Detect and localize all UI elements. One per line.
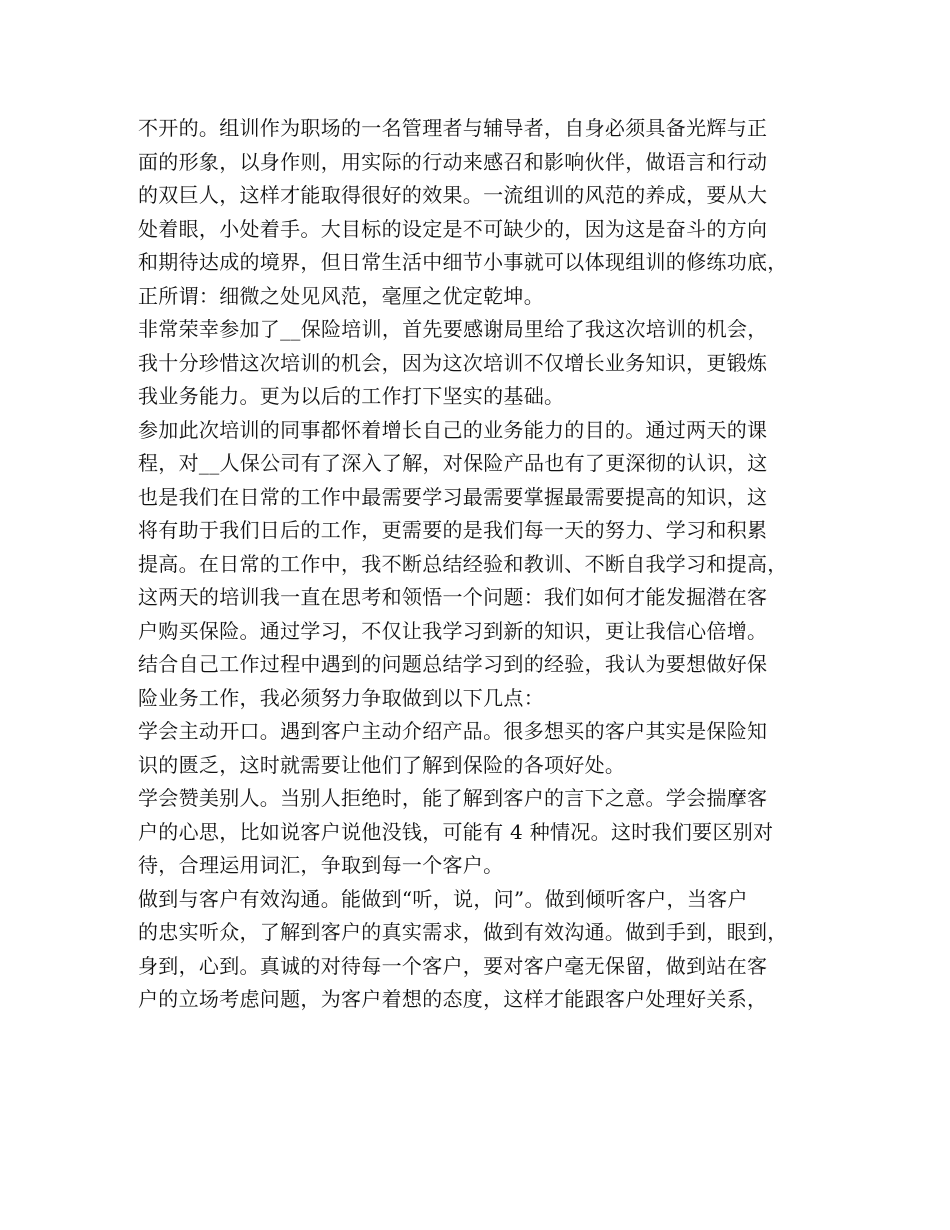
text-line: 学会主动开口。遇到客户主动介绍产品。很多想买的客户其实是保险知 — [138, 719, 768, 743]
text-line: 正所谓：细微之处见风范，毫厘之优定乾坤。 — [138, 283, 544, 308]
text-line: 户的立场考虑问题，为客户着想的态度，这样才能跟客户处理好关系， — [138, 987, 768, 1011]
text-line: 的忠实听众，了解到客户的真实需求，做到有效沟通。做到手到，眼到， — [138, 920, 788, 944]
text-line: 不开的。组训作为职场的一名管理者与辅导者，自身必须具备光辉与正 — [138, 116, 768, 140]
text-line: 我业务能力。更为以后的工作打下坚实的基础。 — [138, 384, 565, 408]
text-line: 面的形象，以身作则，用实际的行动来感召和影响伙伴，做语言和行动 — [138, 149, 768, 174]
text-line: 识的匮乏，这时就需要让他们了解到保险的各项好处。 — [138, 752, 626, 777]
text-line: 结合自己工作过程中遇到的问题总结学习到的经验，我认为要想做好保 — [138, 652, 768, 676]
text-line: 做到与客户有效沟通。能做到“听，说，问”。做到倾听客户，当客户 — [138, 886, 748, 911]
text-line: 也是我们在日常的工作中最需要学习最需要掌握最需要提高的知识，这 — [138, 484, 768, 509]
text-line: 非常荣幸参加了__保险培训，首先要感谢局里给了我这次培训的机会， — [138, 317, 768, 341]
text-line: 提高。在日常的工作中，我不断总结经验和教训、不断自我学习和提高， — [138, 551, 788, 576]
text-line: 这两天的培训我一直在思考和领悟一个问题：我们如何才能发掘潜在客 — [138, 585, 768, 609]
text-line: 的双巨人，这样才能取得很好的效果。一流组训的风范的养成，要从大 — [138, 183, 768, 207]
text-line: 户购买保险。通过学习，不仅让我学习到新的知识，更让我信心倍增。 — [138, 618, 768, 643]
text-line: 我十分珍惜这次培训的机会，因为这次培训不仅增长业务知识，更锻炼 — [138, 350, 768, 375]
text-line: 户的心思，比如说客户说他没钱，可能有 4 种情况。这时我们要区别对 — [138, 819, 774, 844]
document-body-text — [138, 112, 828, 1017]
text-line: 参加此次培训的同事都怀着增长自己的业务能力的目的。通过两天的课 — [138, 417, 768, 442]
text-line: 处着眼，小处着手。大目标的设定是不可缺少的，因为这是奋斗的方向 — [138, 216, 768, 241]
text-line: 学会赞美别人。当别人拒绝时，能了解到客户的言下之意。学会揣摩客 — [138, 786, 768, 810]
text-line: 身到，心到。真诚的对待每一个客户，要对客户毫无保留，做到站在客 — [138, 953, 768, 978]
text-line: 将有助于我们日后的工作，更需要的是我们每一天的努力、学习和积累 — [138, 518, 768, 542]
text-line: 险业务工作，我必须努力争取做到以下几点： — [138, 685, 544, 710]
text-line: 待，合理运用词汇，争取到每一个客户。 — [138, 853, 504, 877]
text-line: 和期待达成的境界，但日常生活中细节小事就可以体现组训的修练功底， — [138, 250, 788, 274]
text-line: 程，对__人保公司有了深入了解，对保险产品也有了更深彻的认识，这 — [138, 451, 768, 475]
